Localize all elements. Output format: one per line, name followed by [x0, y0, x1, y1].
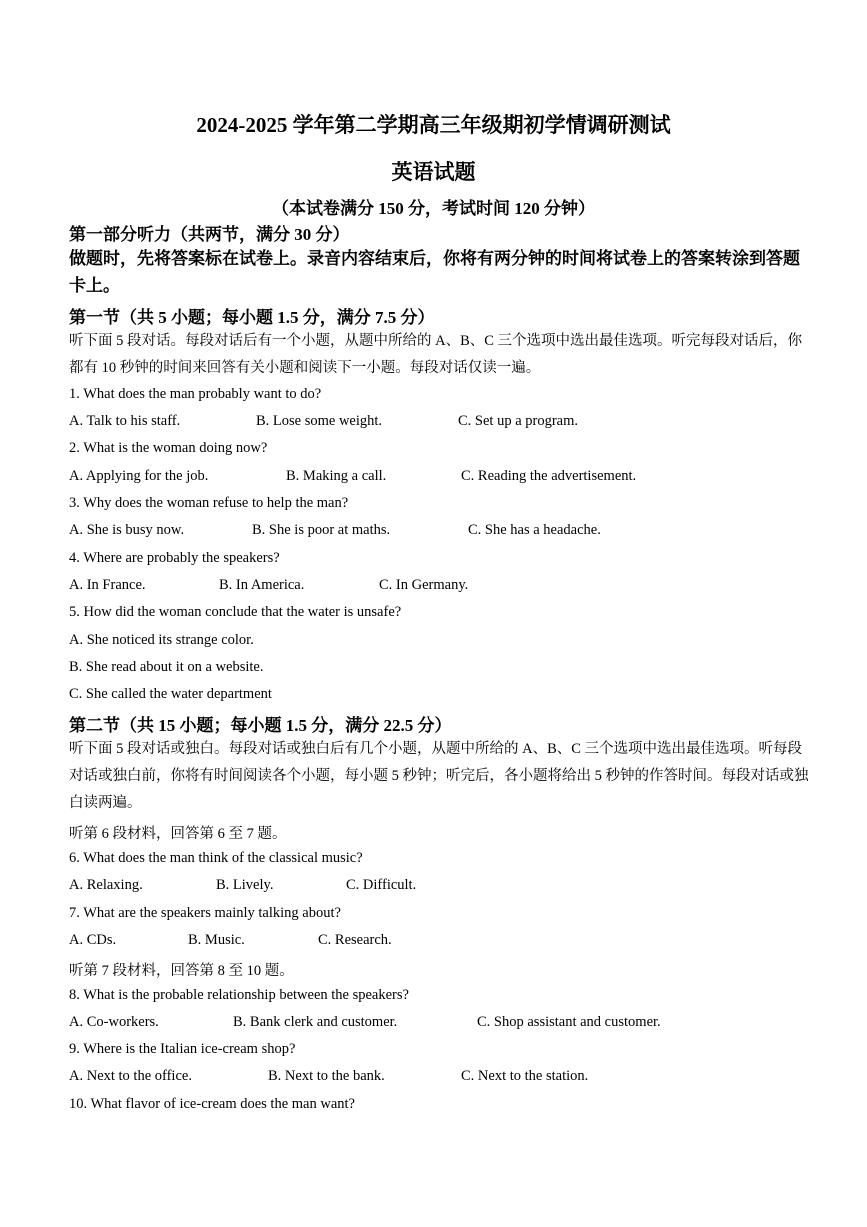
exam-note: （本试卷满分 150 分，考试时间 120 分钟）: [272, 199, 595, 218]
q2-stem: 2. What is the woman doing now?: [69, 440, 268, 456]
q1-option-a: A. Talk to his staff.: [69, 413, 181, 429]
exam-subject: 英语试题: [391, 160, 476, 184]
section1-heading: 第一节（共 5 小题；每小题 1.5 分，满分 7.5 分）: [69, 308, 435, 327]
section2-sub7: 听第 7 段材料，回答第 8 至 10 题。: [69, 963, 294, 979]
q6-stem: 6. What does the man think of the classical music?: [69, 850, 363, 866]
q9-stem: 9. Where is the Italian ice-cream shop?: [69, 1041, 296, 1057]
q3-option-b: B. She is poor at maths.: [252, 522, 391, 538]
q3-option-a: A. She is busy now.: [69, 522, 185, 538]
q5-option-c: C. She called the water department: [69, 686, 272, 702]
q3-stem: 3. Why does the woman refuse to help the man?: [69, 495, 349, 511]
exam-title: 2024-2025 学年第二学期高三年级期初学情调研测试: [196, 113, 671, 137]
q7-stem: 7. What are the speakers mainly talking about?: [69, 905, 341, 921]
q6-option-a: A. Relaxing.: [69, 877, 143, 893]
q10-stem: 10. What flavor of ice-cream does the man want?: [69, 1096, 355, 1112]
q8-option-c: C. Shop assistant and customer.: [477, 1014, 661, 1030]
q3-option-c: C. She has a headache.: [468, 522, 601, 538]
q8-option-b: B. Bank clerk and customer.: [233, 1014, 398, 1030]
q4-stem: 4. Where are probably the speakers?: [69, 550, 280, 566]
section2-heading: 第二节（共 15 小题；每小题 1.5 分，满分 22.5 分）: [69, 716, 452, 735]
q2-option-a: A. Applying for the job.: [69, 468, 209, 484]
q8-stem: 8. What is the probable relationship between the speakers?: [69, 987, 409, 1003]
q2-option-c: C. Reading the advertisement.: [461, 468, 637, 484]
q7-option-b: B. Music.: [188, 932, 245, 948]
section2-sub6: 听第 6 段材料，回答第 6 至 7 题。: [69, 826, 287, 842]
q7-option-c: C. Research.: [318, 932, 392, 948]
q1-option-c: C. Set up a program.: [458, 413, 579, 429]
q8-option-a: A. Co-workers.: [69, 1014, 159, 1030]
q7-option-a: A. CDs.: [69, 932, 117, 948]
part1-heading: 第一部分听力（共两节，满分 30 分）: [69, 225, 350, 244]
q4-option-a: A. In France.: [69, 577, 146, 593]
section1-instruction: 听下面 5 段对话。每段对话后有一个小题，从题中所给的 A、B、C 三个选项中选出最佳选项。听完每段对话后，你都有 10 秒钟的时间来回答有关小题和阅读下一小题。每段对话仅读一遍。: [69, 333, 803, 376]
section2-instruction: 听下面 5 段对话或独白。每段对话或独白后有几个小题，从题中所给的 A、B、C 三个选项中选出最佳选项。听每段对话或独白前，你将有时间阅读各个小题，每小题 5 秒钟；听完后，各小题将给出 5 秒钟的作答时间。每段对话或独白读两遍。: [69, 741, 809, 811]
q5-stem: 5. How did the woman conclude that the water is unsafe?: [69, 604, 402, 620]
q4-option-b: B. In America.: [219, 577, 305, 593]
part1-instruction: 做题时，先将答案标在试卷上。录音内容结束后，你将有两分钟的时间将试卷上的答案转涂到答题卡上。: [69, 249, 800, 295]
q5-option-a: A. She noticed its strange color.: [69, 632, 254, 648]
q1-stem: 1. What does the man probably want to do?: [69, 386, 322, 402]
q9-option-b: B. Next to the bank.: [268, 1068, 385, 1084]
q5-option-b: B. She read about it on a website.: [69, 659, 264, 675]
q6-option-b: B. Lively.: [216, 877, 274, 893]
q4-option-c: C. In Germany.: [379, 577, 469, 593]
q9-option-a: A. Next to the office.: [69, 1068, 192, 1084]
q2-option-b: B. Making a call.: [286, 468, 387, 484]
q1-option-b: B. Lose some weight.: [256, 413, 383, 429]
q9-option-c: C. Next to the station.: [461, 1068, 589, 1084]
q6-option-c: C. Difficult.: [346, 877, 417, 893]
